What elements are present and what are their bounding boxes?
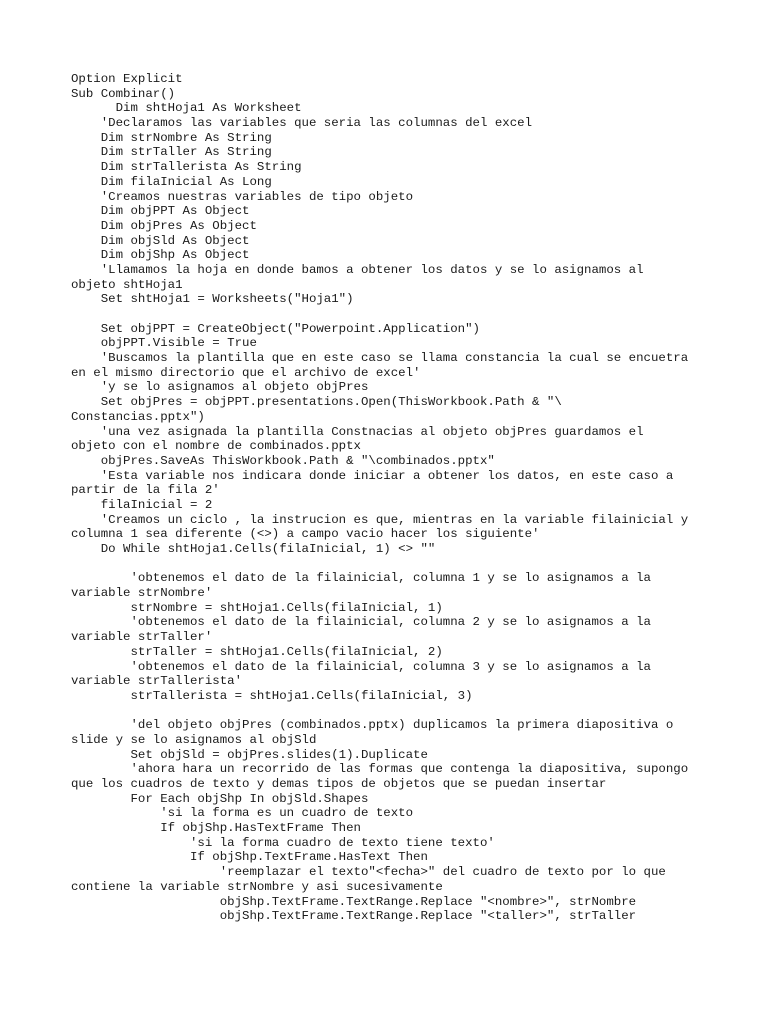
code-line: Dim objSld As Object <box>71 233 250 248</box>
code-line: 'obtenemos el dato de la filainicial, columna 1 y se lo asignamos a la <box>71 571 651 586</box>
blank-line <box>71 307 731 322</box>
code-line: 'Creamos un ciclo , la instrucion es que, mientras en la variable filainicial y <box>71 512 689 527</box>
code-line: objPres.SaveAs ThisWorkbook.Path & "\combinados.pptx" <box>71 453 495 468</box>
code-line: 'Buscamos la plantilla que en este caso se llama constancia la cual se encuetra <box>71 351 689 366</box>
code-line: strNombre = shtHoja1.Cells(filaInicial, 1) <box>71 600 443 615</box>
code-line: For Each objShp In objSld.Shapes <box>71 791 369 806</box>
code-line: 'del objeto objPres (combinados.pptx) duplicamos la primera diapositiva o <box>71 718 674 733</box>
code-line: Dim objShp As Object <box>71 248 250 263</box>
code-line: Option Explicit <box>71 72 183 86</box>
code-line: strTallerista = shtHoja1.Cells(filaInicial, 3) <box>71 688 473 703</box>
code-line: 'Llamamos la hoja en donde bamos a obtener los datos y se lo asignamos al <box>71 262 644 277</box>
code-line: objPPT.Visible = True <box>71 336 257 351</box>
code-line: Sub Combinar() <box>71 86 176 101</box>
blank-line <box>71 704 731 719</box>
code-line: Dim strNombre As String <box>71 130 272 145</box>
code-line: 'una vez asignada la plantilla Constnacias al objeto objPres guardamos el <box>71 424 644 439</box>
code-line: 'reemplazar el texto"<fecha>" del cuadro de texto por lo que <box>71 865 666 880</box>
code-line: Dim shtHoja1 As Worksheet <box>71 101 302 116</box>
code-line: 'Declaramos las variables que seria las columnas del excel <box>71 116 533 131</box>
code-line: objeto shtHoja1 <box>71 277 183 292</box>
code-line: Set shtHoja1 = Worksheets("Hoja1") <box>71 292 354 307</box>
code-line: If objShp.TextFrame.HasText Then <box>71 850 428 865</box>
code-line: 'obtenemos el dato de la filainicial, columna 2 y se lo asignamos a la <box>71 615 651 630</box>
code-line: strTaller = shtHoja1.Cells(filaInicial, 2) <box>71 644 443 659</box>
blank-line <box>71 557 731 572</box>
code-line: variable strNombre' <box>71 586 213 601</box>
code-line: contiene la variable strNombre y asi sucesivamente <box>71 879 443 894</box>
code-line: 'obtenemos el dato de la filainicial, columna 3 y se lo asignamos a la <box>71 659 651 674</box>
code-line: que los cuadros de texto y demas tipos de objetos que se puedan insertar <box>71 777 607 791</box>
code-line: Dim objPres As Object <box>71 218 257 233</box>
code-line: en el mismo directorio que el archivo de excel' <box>71 365 421 380</box>
code-line: filaInicial = 2 <box>71 497 213 512</box>
code-line: objeto con el nombre de combinados.pptx <box>71 439 361 454</box>
code-line: Set objPPT = CreateObject("Powerpoint.Application") <box>71 321 480 336</box>
code-line: objShp.TextFrame.TextRange.Replace "<taller>", strTaller <box>71 909 637 924</box>
code-line: variable strTaller' <box>71 630 213 645</box>
code-line: variable strTallerista' <box>71 674 243 689</box>
code-line: Dim strTallerista As String <box>71 160 302 175</box>
code-line: Dim objPPT As Object <box>71 204 250 219</box>
code-listing <box>71 72 731 924</box>
code-line: 'Creamos nuestras variables de tipo objeto <box>71 189 414 204</box>
code-line: Constancias.pptx") <box>71 409 205 424</box>
code-line: Dim strTaller As String <box>71 145 272 160</box>
code-line: columna 1 sea diferente (<>) a campo vacio hacer los siguiente' <box>71 527 540 542</box>
code-line: slide y se lo asignamos al objSld <box>71 732 317 747</box>
code-line: Dim filaInicial As Long <box>71 174 272 189</box>
code-line: objShp.TextFrame.TextRange.Replace "<nombre>", strNombre <box>71 894 637 909</box>
code-line: Set objSld = objPres.slides(1).Duplicate <box>71 747 428 762</box>
code-line: 'si la forma es un cuadro de texto <box>71 806 414 821</box>
code-line: 'y se lo asignamos al objeto objPres <box>71 380 369 395</box>
code-line: 'Esta variable nos indicara donde iniciar a obtener los datos, en este caso a <box>71 468 674 483</box>
code-line: Set objPres = objPPT.presentations.Open(ThisWorkbook.Path & "\ <box>71 395 562 410</box>
code-line: Do While shtHoja1.Cells(filaInicial, 1) <> "" <box>71 542 436 556</box>
code-line: If objShp.HasTextFrame Then <box>71 821 361 836</box>
code-line: 'ahora hara un recorrido de las formas que contenga la diapositiva, supongo <box>71 762 689 777</box>
code-line: partir de la fila 2' <box>71 483 220 498</box>
code-line: 'si la forma cuadro de texto tiene texto' <box>71 835 495 850</box>
